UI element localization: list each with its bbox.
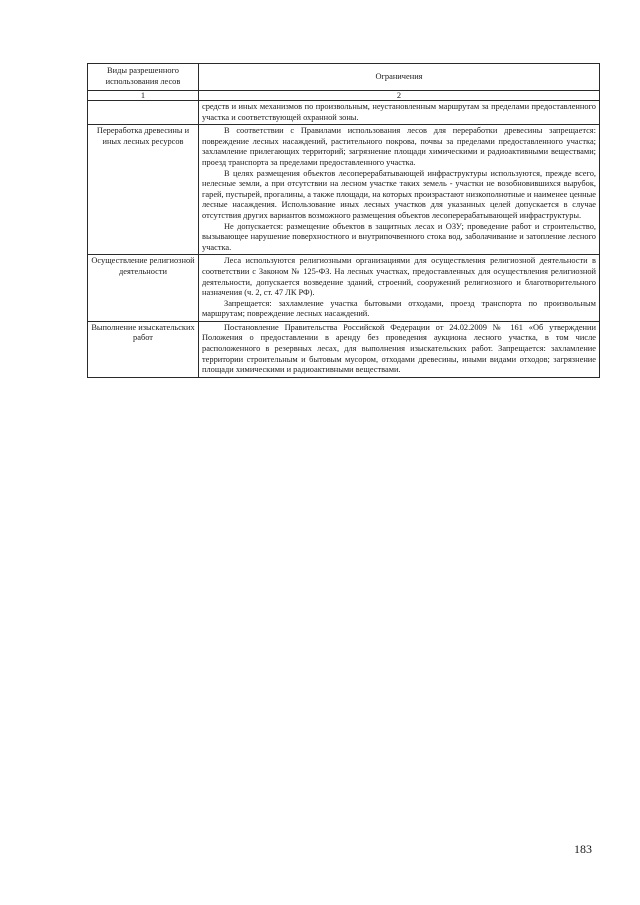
restriction-paragraph: В соответствии с Правилами использования лесов для переработки древесины запрещается: повреждение лесных насаждений, растительного покрова, почвы за пределами предоставленного участка; захламление прилегающих территорий; загрязнение площади химическими и радиоактивными веществами; проезд транспорта за пределами предоставленного участка. — [202, 126, 596, 167]
page-number: 183 — [574, 842, 592, 856]
row-restrictions-cell — [199, 101, 600, 125]
restriction-paragraph: Постановление Правительства Российской Федерации от 24.02.2009 № 161 «Об утверждении Положения о предоставлении в аренду без проведения аукциона лесного участка, в том числе расположенного в резервных лесах, для выполнения изыскательских работ. Запрещается: захламление территории строительным и бытовым мусором, отходами древесины, иными видами отходов; загрязнение площади химическими и радиоактивными веществами. — [202, 322, 596, 375]
restrictions-table — [87, 63, 600, 378]
column-number-1: 1 — [88, 91, 199, 101]
restriction-paragraph: Не допускается: размещение объектов в защитных лесах и ОЗУ; проведение работ и строительство, вызывающее нарушение поверхностного и внутрипочвенного стока вод, заболачивание и затопление лесного участка. — [202, 221, 596, 252]
row-restrictions-cell — [199, 255, 600, 322]
row-kind-cell: Осуществление религиозной деятельности — [88, 255, 199, 322]
table-row — [88, 321, 600, 377]
table-row — [88, 255, 600, 322]
row-kind-cell — [88, 101, 199, 125]
table-row — [88, 101, 600, 125]
restriction-paragraph: средств и иных механизмов по произвольным, неустановленным маршрутам за пределами предоставленного участка и соответствующей охранной зоны. — [202, 102, 596, 122]
row-restrictions-cell — [199, 321, 600, 377]
header-forest-use-kinds: Виды разрешенного использования лесов — [88, 64, 199, 91]
restriction-paragraph: В целях размещения объектов лесоперерабатывающей инфраструктуры используются, прежде всего, нелесные земли, а при отсутствии на лесном участке таких земель - участки не возобновившихся вырубок, гарей, пустырей, прогалины, а также площади, на которых произрастают низкополнотные и наименее ценные лесные насаждения. Использование иных лесных участков для указанных целей допускается в случае отсутствия других вариантов возможного размещения объектов лесоперерабатывающей инфраструктуры. — [202, 168, 596, 220]
row-kind-cell: Переработка древесины и иных лесных ресурсов — [88, 125, 199, 255]
table-header-row — [88, 64, 600, 91]
row-restrictions-cell — [199, 125, 600, 255]
row-kind-cell: Выполнение изыскательских работ — [88, 321, 199, 377]
header-restrictions: Ограничения — [199, 64, 600, 91]
column-number-2: 2 — [199, 91, 600, 101]
column-number-row — [88, 91, 600, 101]
restriction-paragraph: Запрещается: захламление участка бытовыми отходами, проезд транспорта по произвольным маршрутам; повреждение лесных насаждений. — [202, 298, 596, 319]
table-row — [88, 125, 600, 255]
restriction-paragraph: Леса используются религиозными организациями для осуществления религиозной деятельности в соответствии с Законом № 125-ФЗ. На лесных участках, предоставленных для осуществления религиозной деятельности, допускается возведение зданий, строений, сооружений религиозного и благотворительного назначения (ч. 2, ст. 47 ЛК РФ). — [202, 256, 596, 298]
